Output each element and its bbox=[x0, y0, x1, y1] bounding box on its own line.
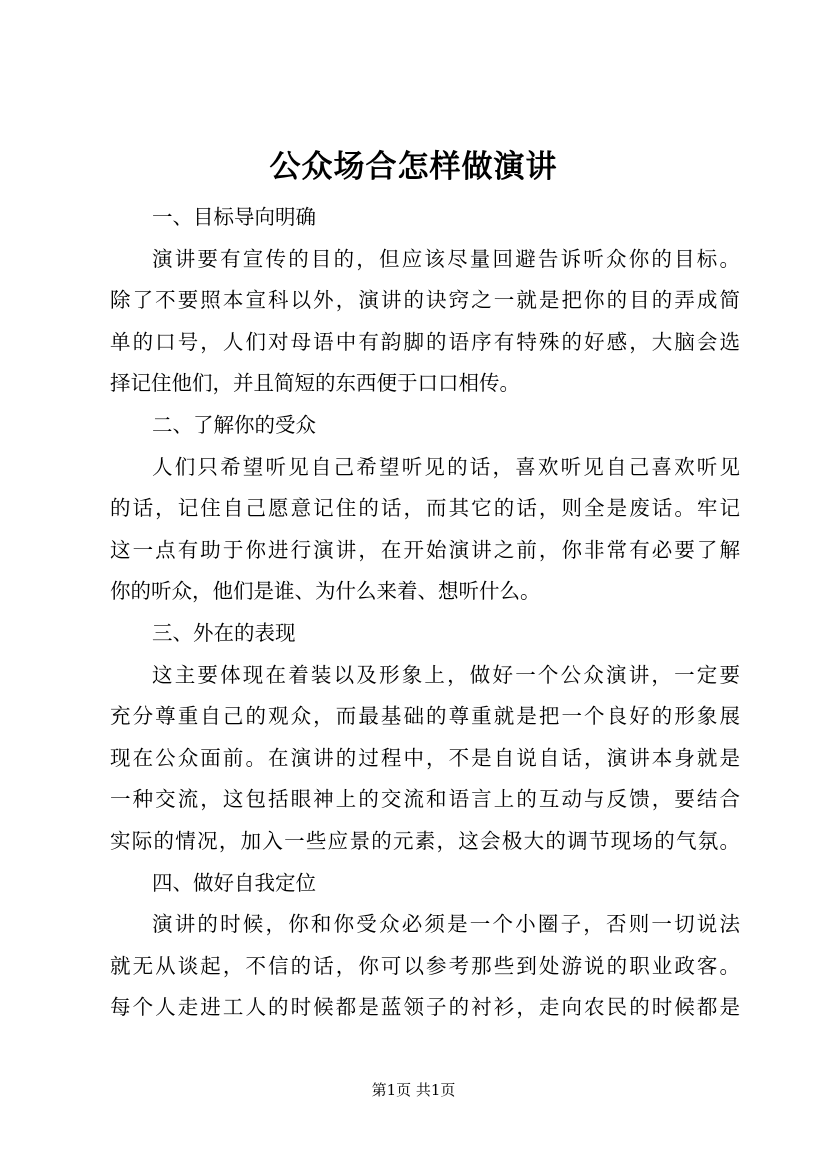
paragraph-line: 这主要体现在着装以及形象上，做好一个公众演讲，一定要 bbox=[152, 662, 740, 687]
paragraph-line: 演讲的时候，你和你受众必须是一个小圈子，否则一切说法 bbox=[152, 912, 740, 937]
paragraph-line: 演讲要有宣传的目的，但应该尽量回避告诉听众你的目标。 bbox=[152, 246, 740, 271]
section-heading-1: 一、目标导向明确 bbox=[152, 205, 316, 229]
document-body bbox=[110, 197, 740, 1029]
section-heading-3: 三、外在的表现 bbox=[152, 620, 296, 645]
document-title: 公众场合怎样做演讲 bbox=[269, 149, 558, 185]
section-heading-2: 二、了解你的受众 bbox=[152, 412, 316, 437]
paragraph-line: 充分尊重自己的观众，而最基础的尊重就是把一个良好的形象展 bbox=[110, 704, 740, 729]
paragraph-line: 除了不要照本宣科以外，演讲的诀窍之一就是把你的目的弄成简 bbox=[110, 288, 740, 313]
paragraph-line: 一种交流，这包括眼神上的交流和语言上的互动与反馈，要结合 bbox=[110, 787, 740, 812]
paragraph-line: 就无从谈起，不信的话，你可以参考那些到处游说的职业政客。 bbox=[110, 953, 740, 978]
paragraph-line: 现在公众面前。在演讲的过程中，不是自说自话，演讲本身就是 bbox=[110, 745, 740, 770]
page-footer: 第1页 共1页 bbox=[371, 1081, 456, 1099]
paragraph-line: 每个人走进工人的时候都是蓝领子的衬衫，走向农民的时候都是 bbox=[110, 995, 740, 1020]
paragraph-line: 的话，记住自己愿意记住的话，而其它的话，则全是废话。牢记 bbox=[110, 496, 740, 521]
paragraph-line: 你的听众，他们是谁、为什么来着、想听什么。 bbox=[110, 579, 541, 604]
paragraph-line: 实际的情况，加入一些应景的元素，这会极大的调节现场的气氛。 bbox=[110, 828, 740, 853]
paragraph-line: 单的口号，人们对母语中有韵脚的语序有特殊的好感，大脑会选 bbox=[110, 329, 740, 354]
section-heading-4: 四、做好自我定位 bbox=[152, 870, 316, 895]
paragraph-line: 这一点有助于你进行演讲，在开始演讲之前，你非常有必要了解 bbox=[110, 537, 740, 562]
paragraph-line: 择记住他们，并且简短的东西便于口口相传。 bbox=[110, 371, 520, 396]
paragraph-line: 人们只希望听见自己希望听见的话，喜欢听见自己喜欢听见 bbox=[152, 454, 740, 479]
